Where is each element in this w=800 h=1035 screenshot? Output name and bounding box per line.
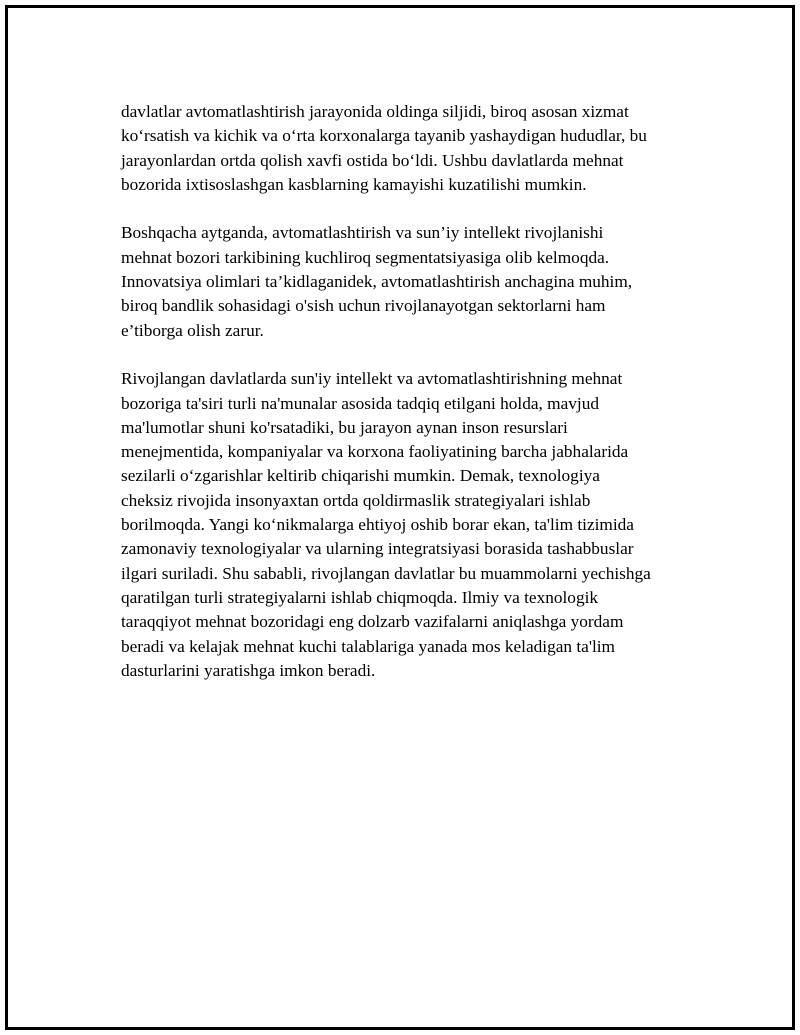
text-line: bozoriga ta'siri turli na'munalar asosida tadqiq etilgani holda, mavjud (121, 393, 599, 413)
page-border (5, 5, 795, 1030)
text-line: beradi va kelajak mehnat kuchi talablariga yanada mos keladigan ta'lim (121, 636, 615, 656)
text-line: borilmoqda. Yangi ko‘nikmalarga ehtiyoj oshib borar ekan, ta'lim tizimida (121, 515, 634, 535)
paragraph-3 (121, 367, 696, 683)
paragraph-1 (121, 100, 696, 197)
text-line: ilgari suriladi. Shu sababli, rivojlangan davlatlar bu muammolarni yechishga (121, 563, 651, 583)
text-line: ko‘rsatish va kichik va o‘rta korxonalarga tayanib yashaydigan hududlar, bu (121, 126, 647, 146)
text-line: sezilarli o‘zgarishlar keltirib chiqarishi mumkin. Demak, texnologiya (121, 466, 600, 486)
text-line: Innovatsiya olimlari ta’kidlaganidek, avtomatlashtirish anchagina muhim, (121, 272, 633, 292)
text-line: biroq bandlik sohasidagi o'sish uchun rivojlanayotgan sektorlarni ham (121, 296, 606, 316)
text-line: mehnat bozori tarkibining kuchliroq segmentatsiyasiga olib kelmoqda. (121, 247, 610, 267)
text-line: qaratilgan turli strategiyalarni ishlab chiqmoqda. Ilmiy va texnologik (121, 587, 599, 607)
text-line: bozorida ixtisoslashgan kasblarning kamayishi kuzatilishi mumkin. (121, 174, 587, 194)
text-line: zamonaviy texnologiyalar va ularning integratsiyasi borasida tashabbuslar (121, 539, 634, 559)
text-line: taraqqiyot mehnat bozoridagi eng dolzarb vazifalarni aniqlashga yordam (121, 612, 624, 632)
text-line: davlatlar avtomatlashtirish jarayonida oldinga siljidi, biroq asosan xizmat (121, 102, 629, 121)
text-line: ma'lumotlar shuni ko'rsatadiki, bu jarayon aynan inson resurslari (121, 417, 568, 437)
document-body (121, 100, 696, 707)
text-line: menejmentida, kompaniyalar va korxona faoliyatining barcha jabhalarida (121, 442, 629, 462)
text-line: Boshqacha aytganda, avtomatlashtirish va sun’iy intellekt rivojlanishi (121, 223, 604, 243)
text-line: dasturlarini yaratishga imkon beradi. (121, 660, 376, 680)
text-line: Rivojlangan davlatlarda sun'iy intellekt va avtomatlashtirishning mehnat (121, 369, 623, 389)
paragraph-2 (121, 221, 696, 342)
text-line: e’tiborga olish zarur. (121, 320, 264, 340)
text-line: jarayonlardan ortda qolish xavfi ostida bo‘ldi. Ushbu davlatlarda mehnat (121, 150, 624, 170)
text-line: cheksiz rivojida insonyaxtan ortda qoldirmaslik strategiyalari ishlab (121, 490, 591, 510)
